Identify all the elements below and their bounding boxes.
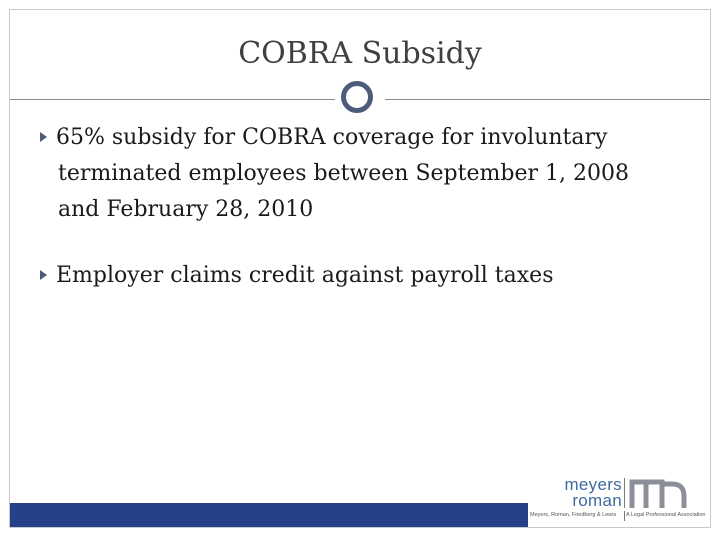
bullet-arrow-icon [40,132,47,142]
title-rule-left [10,99,335,100]
logo-wordmark-line2: roman [572,491,622,510]
bullet-item [46,258,666,294]
logo-monogram-icon [628,478,688,508]
logo-wordmark-line1: meyers [564,475,622,494]
logo-tagline: A Legal Professional Association [626,512,706,518]
firm-logo [528,466,710,527]
bullet-arrow-icon [40,270,47,280]
bullet-text: Employer claims credit against payroll taxes [56,263,554,288]
logo-divider [624,478,625,508]
logo-firm-name: Meyers, Roman, Friedberg & Lewis [530,512,617,518]
logo-top [528,466,710,511]
logo-footer-divider [624,511,625,521]
slide-title: COBRA Subsidy [238,36,482,71]
bullet-item [46,120,666,228]
bullet-text: 65% subsidy for COBRA coverage for involuntary terminated employees between September 1, 2008 and February 28, 2010 [56,125,629,222]
bullet-list [46,120,666,294]
title-ring-ornament [341,81,373,113]
footer-bar [10,503,528,527]
title-rule-right [385,99,710,100]
